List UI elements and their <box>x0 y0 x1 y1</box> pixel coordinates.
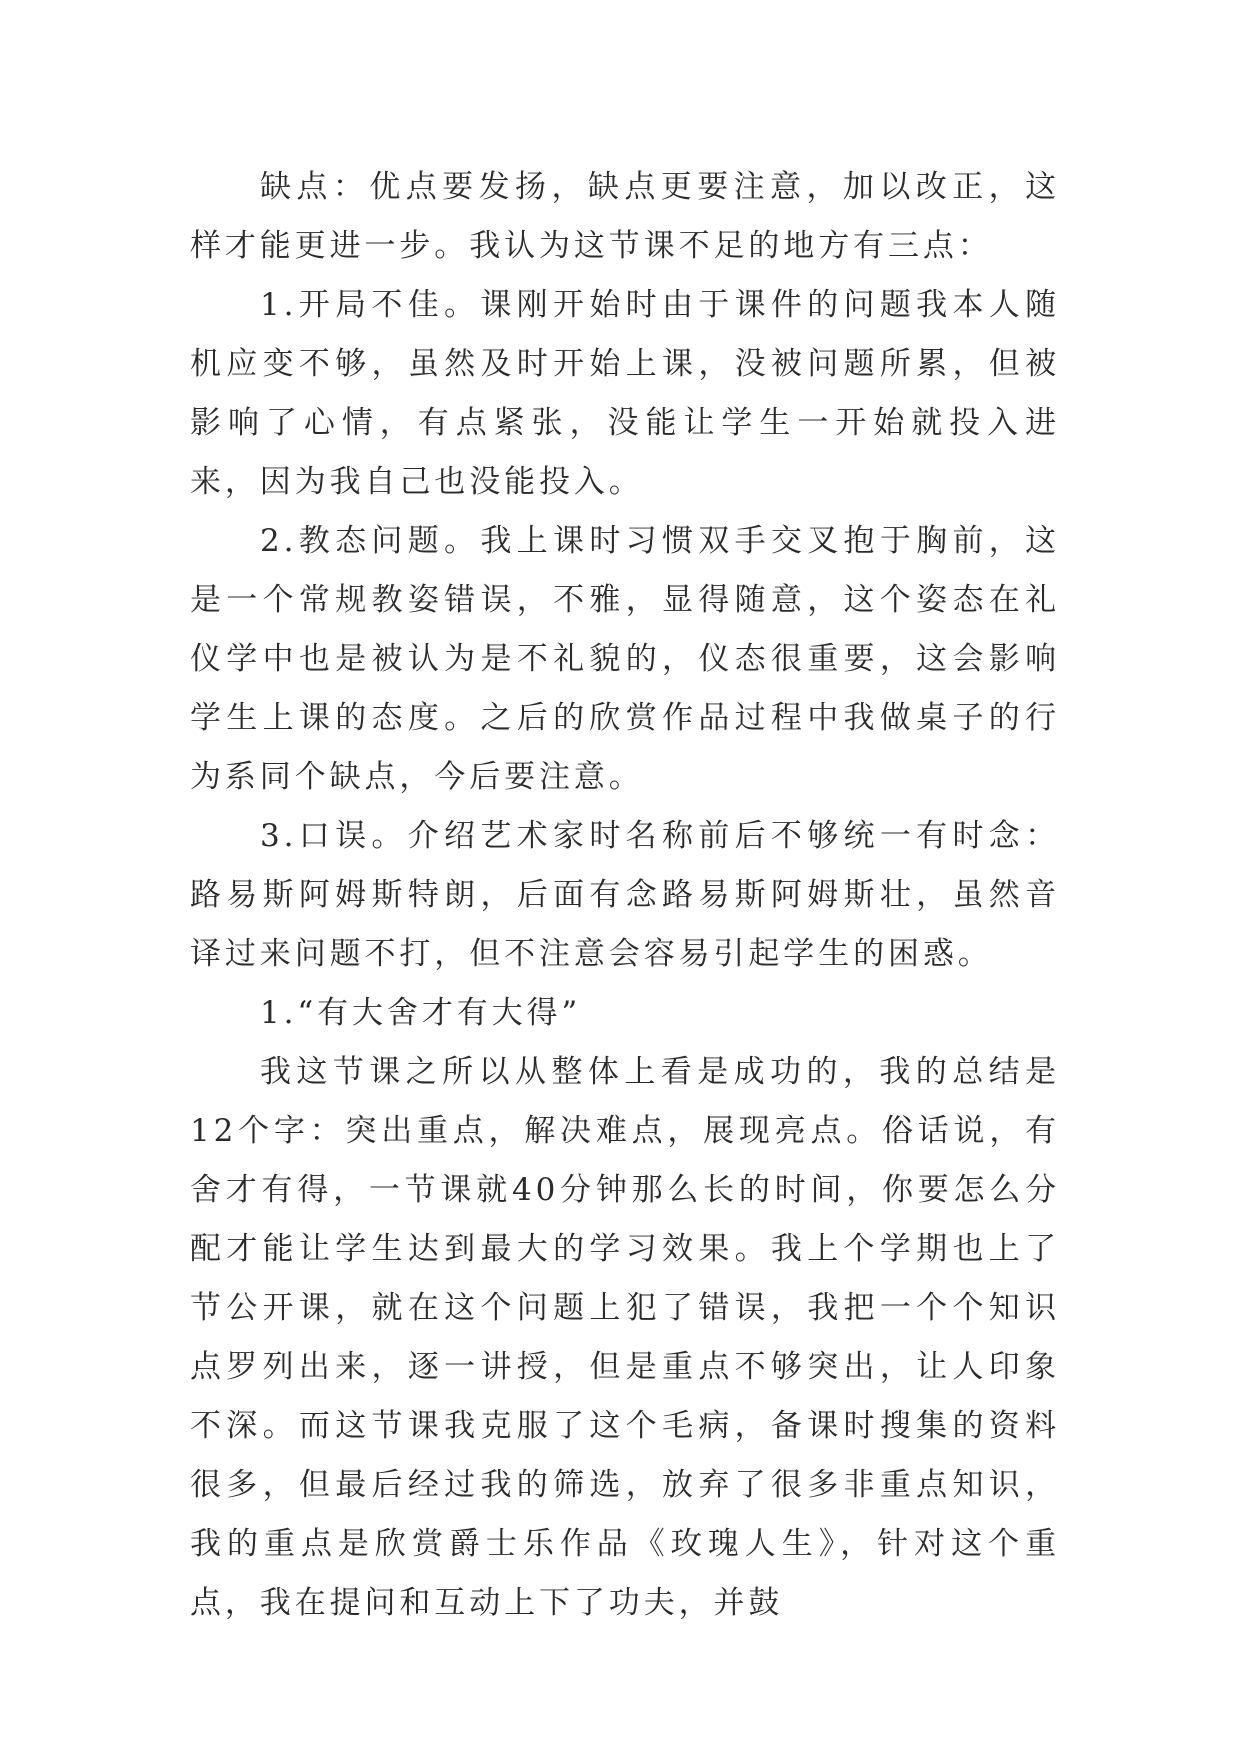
paragraph-point-3-slip: 3.口误。介绍艺术家时名称前后不够统一有时念：路易斯阿姆斯特朗，后面有念路易斯阿姆斯壮，虽然音译过来问题不打，但不注意会容易引起学生的困惑。 <box>190 818 1060 972</box>
paragraph-heading-big-gain: 1.“有大舍才有大得” <box>260 995 582 1031</box>
paragraph-summary: 我这节课之所以从整体上看是成功的，我的总结是12个字：突出重点，解决难点，展现亮点。俗话说，有舍才有得，一节课就40分钟那么长的时间，你要怎么分配才能让学生达到最大的学习效果。我上个学期也上了节公开课，就在这个问题上犯了错误，我把一个个知识点罗列出来，逐一讲授，但是重点不够突出，让人印象不深。而这节课我克服了这个毛病，备课时搜集的资料很多，但最后经过我的筛选，放弃了很多非重点知识，我的重点是欣赏爵士乐作品《玫瑰人生》，针对这个重点，我在提问和互动上下了功夫，并鼓 <box>190 1054 1060 1621</box>
paragraph-point-1-opening: 1.开局不佳。课刚开始时由于课件的问题我本人随机应变不够，虽然及时开始上课，没被问题所累，但被影响了心情，有点紧张，没能让学生一开始就投入进来，因为我自己也没能投入。 <box>190 287 1060 500</box>
document-body <box>190 158 1060 1633</box>
paragraph-shortcomings-intro: 缺点：优点要发扬，缺点更要注意，加以改正，这样才能更进一步。我认为这节课不足的地方有三点： <box>190 169 1060 264</box>
paragraph-point-2-posture: 2.教态问题。我上课时习惯双手交叉抱于胸前，这是一个常规教姿错误，不雅，显得随意，这个姿态在礼仪学中也是被认为是不礼貌的，仪态很重要，这会影响学生上课的态度。之后的欣赏作品过程中我做桌子的行为系同个缺点，今后要注意。 <box>190 523 1060 795</box>
